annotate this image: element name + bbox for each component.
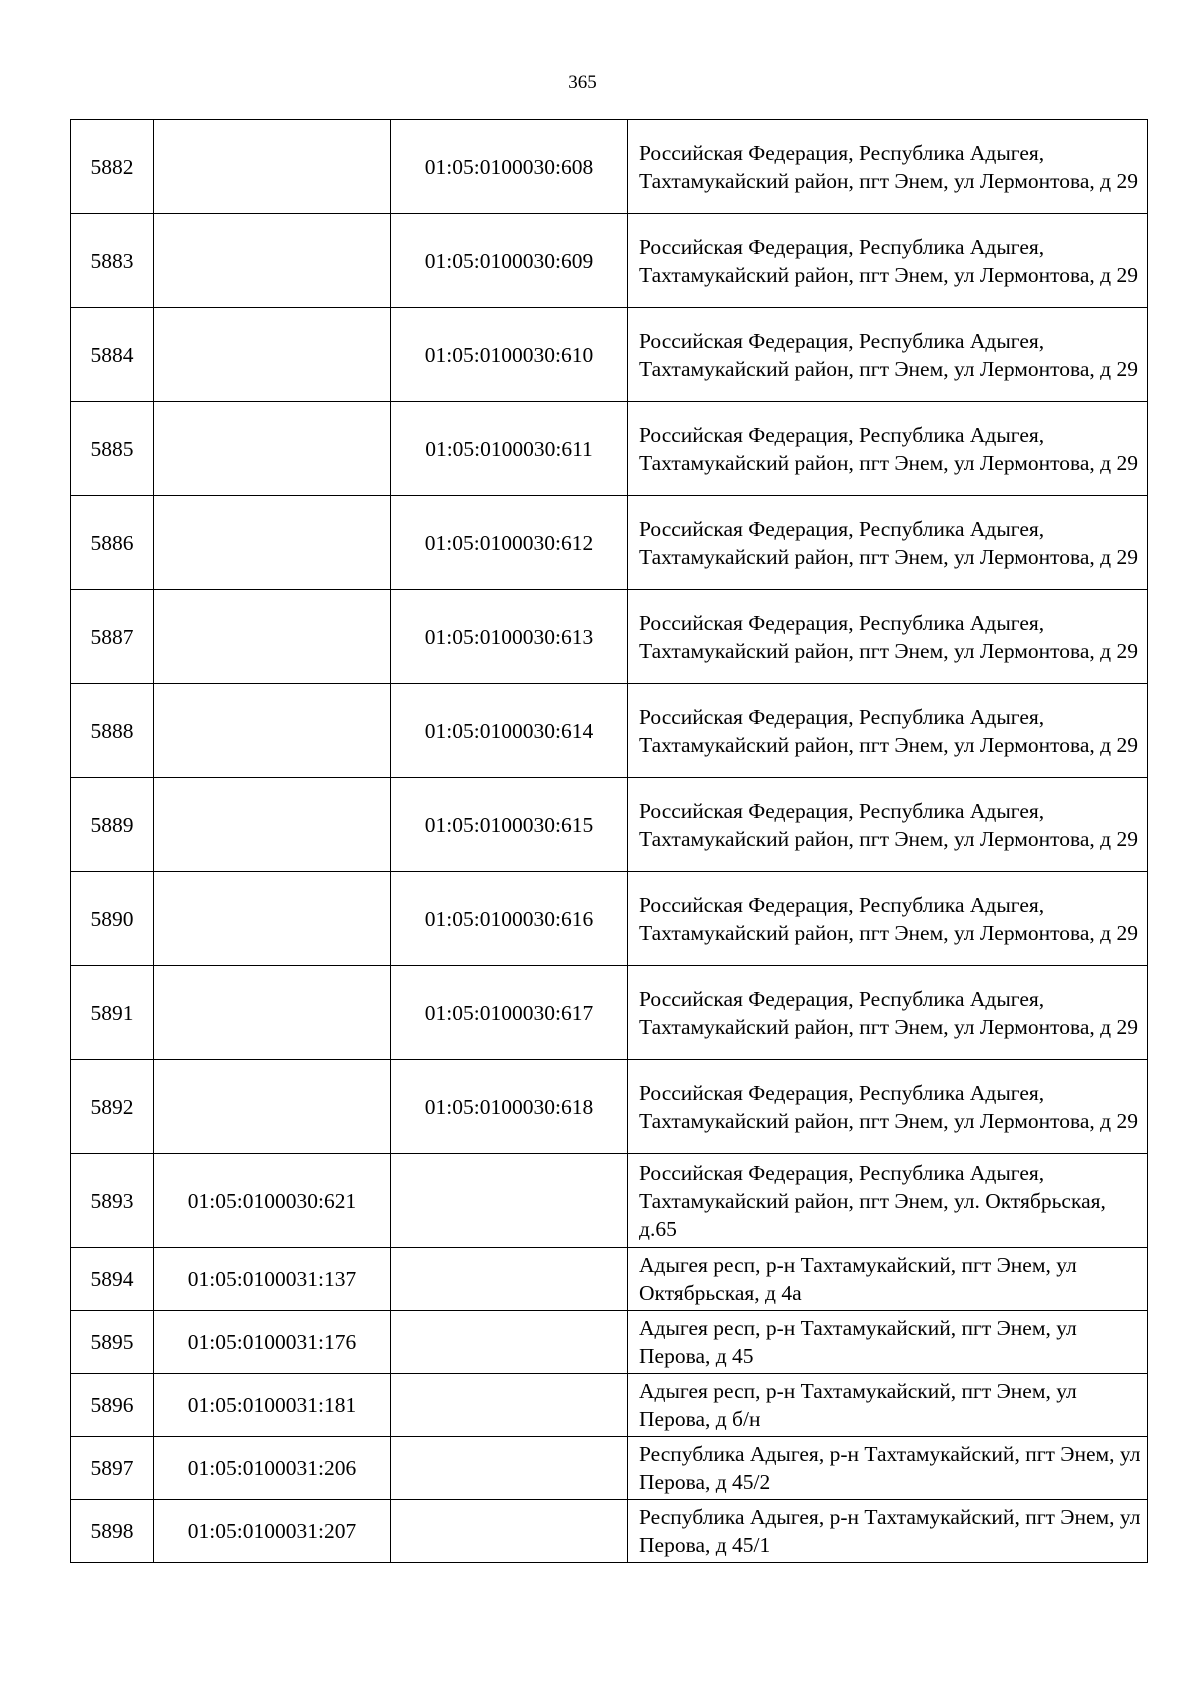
cadastral-number-cell (154, 966, 391, 1060)
table-row (71, 872, 1148, 966)
table-row (71, 1500, 1148, 1563)
table-row (71, 1248, 1148, 1311)
address-cell: Российская Федерация, Республика Адыгея, Тахтамукайский район, пгт Энем, ул Лермонтова, д 29 (628, 966, 1148, 1060)
cadastral-number-cell (154, 1060, 391, 1154)
cadastral-number-cell (154, 872, 391, 966)
table-row (71, 1311, 1148, 1374)
cadastral-number-cell (154, 684, 391, 778)
table-row (71, 590, 1148, 684)
parent-cadastral-number-cell: 01:05:0100030:608 (391, 120, 628, 214)
cadastral-number-cell: 01:05:0100031:206 (154, 1437, 391, 1500)
cadastral-number-cell: 01:05:0100031:181 (154, 1374, 391, 1437)
table-row (71, 1374, 1148, 1437)
table-row (71, 1060, 1148, 1154)
parent-cadastral-number-cell (391, 1311, 628, 1374)
address-cell: Российская Федерация, Республика Адыгея, Тахтамукайский район, пгт Энем, ул Лермонтова, д 29 (628, 120, 1148, 214)
parent-cadastral-number-cell (391, 1437, 628, 1500)
parent-cadastral-number-cell: 01:05:0100030:612 (391, 496, 628, 590)
row-number-cell: 5891 (71, 966, 154, 1060)
address-cell: Адыгея респ, р-н Тахтамукайский, пгт Энем, ул Октябрьская, д 4а (628, 1248, 1148, 1311)
cadastral-number-cell (154, 778, 391, 872)
page-number: 365 (568, 72, 597, 93)
address-cell: Российская Федерация, Республика Адыгея, Тахтамукайский район, пгт Энем, ул Лермонтова, д 29 (628, 496, 1148, 590)
row-number-cell: 5882 (71, 120, 154, 214)
row-number-cell: 5886 (71, 496, 154, 590)
parent-cadastral-number-cell: 01:05:0100030:611 (391, 402, 628, 496)
row-number-cell: 5895 (71, 1311, 154, 1374)
cadastral-number-cell (154, 590, 391, 684)
row-number-cell: 5884 (71, 308, 154, 402)
cadastral-number-cell (154, 402, 391, 496)
parent-cadastral-number-cell (391, 1154, 628, 1248)
parent-cadastral-number-cell: 01:05:0100030:616 (391, 872, 628, 966)
address-cell: Российская Федерация, Республика Адыгея, Тахтамукайский район, пгт Энем, ул Лермонтова, д 29 (628, 1060, 1148, 1154)
table-row (71, 1437, 1148, 1500)
address-cell: Адыгея респ, р-н Тахтамукайский, пгт Энем, ул Перова, д б/н (628, 1374, 1148, 1437)
table-row (71, 684, 1148, 778)
row-number-cell: 5887 (71, 590, 154, 684)
cadastral-number-cell (154, 308, 391, 402)
row-number-cell: 5885 (71, 402, 154, 496)
parent-cadastral-number-cell (391, 1248, 628, 1311)
parent-cadastral-number-cell: 01:05:0100030:609 (391, 214, 628, 308)
table-row (71, 308, 1148, 402)
parent-cadastral-number-cell (391, 1374, 628, 1437)
parent-cadastral-number-cell: 01:05:0100030:614 (391, 684, 628, 778)
table-row (71, 402, 1148, 496)
address-cell: Республика Адыгея, р-н Тахтамукайский, пгт Энем, ул Перова, д 45/2 (628, 1437, 1148, 1500)
table-row (71, 778, 1148, 872)
parent-cadastral-number-cell (391, 1500, 628, 1563)
address-cell: Российская Федерация, Республика Адыгея, Тахтамукайский район, пгт Энем, ул Лермонтова, д 29 (628, 308, 1148, 402)
table-row (71, 214, 1148, 308)
parent-cadastral-number-cell: 01:05:0100030:613 (391, 590, 628, 684)
table-row (71, 966, 1148, 1060)
row-number-cell: 5883 (71, 214, 154, 308)
row-number-cell: 5890 (71, 872, 154, 966)
registry-table (70, 119, 1148, 1563)
address-cell: Российская Федерация, Республика Адыгея, Тахтамукайский район, пгт Энем, ул Лермонтова, д 29 (628, 402, 1148, 496)
cadastral-number-cell: 01:05:0100031:137 (154, 1248, 391, 1311)
cadastral-number-cell: 01:05:0100031:176 (154, 1311, 391, 1374)
parent-cadastral-number-cell: 01:05:0100030:610 (391, 308, 628, 402)
address-cell: Республика Адыгея, р-н Тахтамукайский, пгт Энем, ул Перова, д 45/1 (628, 1500, 1148, 1563)
address-cell: Адыгея респ, р-н Тахтамукайский, пгт Энем, ул Перова, д 45 (628, 1311, 1148, 1374)
address-cell: Российская Федерация, Республика Адыгея, Тахтамукайский район, пгт Энем, ул Лермонтова, д 29 (628, 778, 1148, 872)
table-row (71, 120, 1148, 214)
cadastral-number-cell (154, 120, 391, 214)
address-cell: Российская Федерация, Республика Адыгея, Тахтамукайский район, пгт Энем, ул Лермонтова, д 29 (628, 214, 1148, 308)
address-cell: Российская Федерация, Республика Адыгея, Тахтамукайский район, пгт Энем, ул Лермонтова, д 29 (628, 872, 1148, 966)
row-number-cell: 5893 (71, 1154, 154, 1248)
row-number-cell: 5892 (71, 1060, 154, 1154)
row-number-cell: 5888 (71, 684, 154, 778)
table-row (71, 1154, 1148, 1248)
cadastral-number-cell: 01:05:0100031:207 (154, 1500, 391, 1563)
row-number-cell: 5896 (71, 1374, 154, 1437)
parent-cadastral-number-cell: 01:05:0100030:617 (391, 966, 628, 1060)
parent-cadastral-number-cell: 01:05:0100030:618 (391, 1060, 628, 1154)
table-row (71, 496, 1148, 590)
row-number-cell: 5898 (71, 1500, 154, 1563)
address-cell: Российская Федерация, Республика Адыгея, Тахтамукайский район, пгт Энем, ул Лермонтова, д 29 (628, 684, 1148, 778)
row-number-cell: 5897 (71, 1437, 154, 1500)
cadastral-number-cell (154, 214, 391, 308)
parent-cadastral-number-cell: 01:05:0100030:615 (391, 778, 628, 872)
row-number-cell: 5894 (71, 1248, 154, 1311)
cadastral-number-cell (154, 496, 391, 590)
row-number-cell: 5889 (71, 778, 154, 872)
address-cell: Российская Федерация, Республика Адыгея, Тахтамукайский район, пгт Энем, ул. Октябрьская, д.65 (628, 1154, 1148, 1248)
cadastral-number-cell: 01:05:0100030:621 (154, 1154, 391, 1248)
address-cell: Российская Федерация, Республика Адыгея, Тахтамукайский район, пгт Энем, ул Лермонтова, д 29 (628, 590, 1148, 684)
